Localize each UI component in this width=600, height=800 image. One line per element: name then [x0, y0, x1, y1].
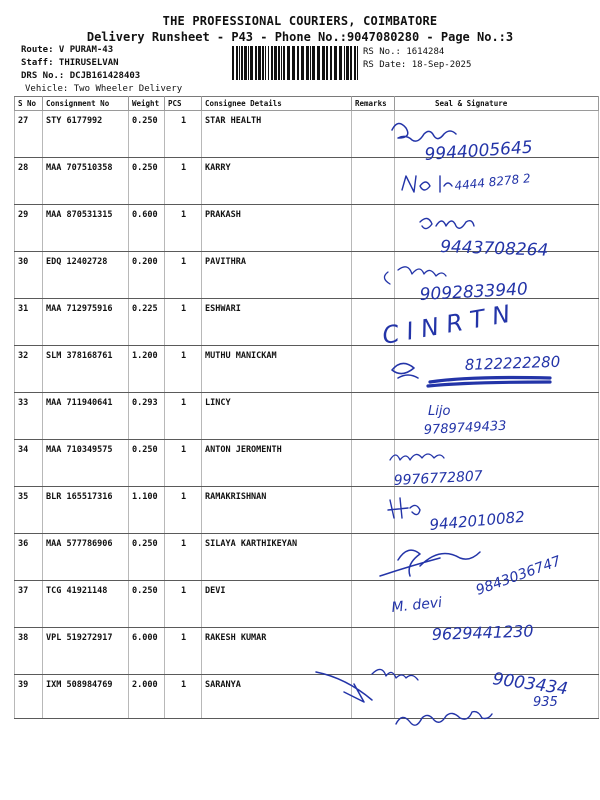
table-row: [15, 346, 599, 393]
cell-signature: [395, 158, 599, 205]
cell-signature: [395, 628, 599, 675]
cell-consignee: ESHWARI: [202, 299, 352, 346]
cell-remarks: [352, 205, 395, 252]
col-consignee-header: Consignee Details: [202, 97, 352, 111]
table-row: [15, 393, 599, 440]
cell-consignment: MAA 711940641: [43, 393, 129, 440]
cell-pcs: 1: [165, 675, 202, 719]
signature-handwriting: 9442010082: [428, 507, 526, 534]
cell-pcs: 1: [165, 205, 202, 252]
table-row: [15, 205, 599, 252]
cell-weight: 0.200: [129, 252, 165, 299]
cell-sno: 38: [15, 628, 43, 675]
cell-remarks: [352, 346, 395, 393]
cell-consignee: PRAKASH: [202, 205, 352, 252]
cell-signature: [395, 111, 599, 158]
table-row: [15, 440, 599, 487]
cell-signature: [395, 675, 599, 719]
signature-handwriting: 9003434: [491, 669, 570, 700]
cell-pcs: 1: [165, 158, 202, 205]
cell-consignment: MAA 577786906: [43, 534, 129, 581]
cell-sno: 27: [15, 111, 43, 158]
cell-remarks: [352, 487, 395, 534]
cell-remarks: [352, 581, 395, 628]
table-row: [15, 628, 599, 675]
col-sno-header: S No: [15, 97, 43, 111]
runsheet-table: [14, 96, 599, 719]
cell-remarks: [352, 534, 395, 581]
cell-pcs: 1: [165, 346, 202, 393]
cell-consignment: TCG 41921148: [43, 581, 129, 628]
cell-pcs: 1: [165, 581, 202, 628]
col-weight-header: Weight: [129, 97, 165, 111]
cell-remarks: [352, 440, 395, 487]
cell-weight: 0.250: [129, 158, 165, 205]
signature-handwriting: 8122222280: [464, 352, 561, 374]
table-row: [15, 487, 599, 534]
table-row: [15, 111, 599, 158]
cell-sno: 39: [15, 675, 43, 719]
cell-weight: 0.293: [129, 393, 165, 440]
cell-signature: [395, 346, 599, 393]
table-row: [15, 252, 599, 299]
signature-handwriting: 9976772807: [393, 468, 484, 489]
cell-consignee: KARRY: [202, 158, 352, 205]
cell-consignee: RAKESH KUMAR: [202, 628, 352, 675]
cell-pcs: 1: [165, 628, 202, 675]
cell-weight: 0.250: [129, 534, 165, 581]
cell-signature: [395, 252, 599, 299]
cell-remarks: [352, 628, 395, 675]
cell-signature: [395, 299, 599, 346]
cell-consignment: EDQ 12402728: [43, 252, 129, 299]
cell-consignee: SILAYA KARTHIKEYAN: [202, 534, 352, 581]
signature-handwriting: 9092833940: [419, 279, 529, 305]
cell-consignment: VPL 519272917: [43, 628, 129, 675]
cell-sno: 33: [15, 393, 43, 440]
cell-remarks: [352, 111, 395, 158]
cell-sno: 37: [15, 581, 43, 628]
cell-consignee: PAVITHRA: [202, 252, 352, 299]
col-remarks-header: Remarks: [352, 97, 395, 111]
cell-sno: 30: [15, 252, 43, 299]
signature-handwriting: Lijo: [428, 404, 451, 419]
cell-pcs: 1: [165, 534, 202, 581]
cell-weight: 0.250: [129, 581, 165, 628]
col-pcs-header: PCS: [165, 97, 202, 111]
cell-pcs: 1: [165, 440, 202, 487]
signature-handwriting: 9944005645: [423, 137, 534, 165]
vehicle-label: Vehicle: Two Wheeler Delivery: [25, 84, 183, 94]
cell-weight: 1.100: [129, 487, 165, 534]
cell-sno: 28: [15, 158, 43, 205]
cell-consignment: MAA 712975916: [43, 299, 129, 346]
cell-weight: 0.600: [129, 205, 165, 252]
cell-consignment: MAA 870531315: [43, 205, 129, 252]
cell-consignee: LINCY: [202, 393, 352, 440]
route-label: Route: V PURAM-43: [21, 45, 114, 55]
table-row: [15, 299, 599, 346]
cell-signature: [395, 205, 599, 252]
cell-sno: 35: [15, 487, 43, 534]
rs-date: RS Date: 18-Sep-2025: [363, 60, 472, 70]
drs-number: DRS No.: DCJB161428403: [21, 71, 141, 81]
cell-remarks: [352, 675, 395, 719]
cell-consignment: MAA 710349575: [43, 440, 129, 487]
cell-consignee: ANTON JEROMENTH: [202, 440, 352, 487]
signature-handwriting: 935: [533, 695, 558, 710]
cell-signature: [395, 440, 599, 487]
cell-pcs: 1: [165, 299, 202, 346]
table-row: [15, 581, 599, 628]
signature-handwriting: 9843036747: [473, 553, 564, 599]
cell-consignment: MAA 707510358: [43, 158, 129, 205]
cell-consignment: BLR 165517316: [43, 487, 129, 534]
signature-handwriting: 9443708264: [439, 237, 549, 261]
rs-number: RS No.: 1614284: [363, 47, 445, 57]
cell-signature: [395, 487, 599, 534]
cell-remarks: [352, 393, 395, 440]
company-title: THE PROFESSIONAL COURIERS, COIMBATORE: [162, 14, 438, 28]
cell-remarks: [352, 299, 395, 346]
signature-handwriting: 9629441230: [431, 621, 534, 644]
cell-consignee: SARANYA: [202, 675, 352, 719]
cell-consignment: STY 6177992: [43, 111, 129, 158]
cell-weight: 0.250: [129, 111, 165, 158]
cell-weight: 2.000: [129, 675, 165, 719]
cell-sno: 36: [15, 534, 43, 581]
cell-consignee: MUTHU MANICKAM: [202, 346, 352, 393]
cell-consignment: IXM 508984769: [43, 675, 129, 719]
cell-weight: 6.000: [129, 628, 165, 675]
cell-pcs: 1: [165, 487, 202, 534]
table-row: [15, 534, 599, 581]
cell-consignment: SLM 378168761: [43, 346, 129, 393]
col-consignment-header: Consignment No: [43, 97, 129, 111]
table-header-row: [15, 97, 599, 111]
table-row: [15, 675, 599, 719]
cell-remarks: [352, 158, 395, 205]
cell-weight: 0.250: [129, 440, 165, 487]
cell-remarks: [352, 252, 395, 299]
cell-sno: 34: [15, 440, 43, 487]
cell-signature: [395, 534, 599, 581]
cell-sno: 29: [15, 205, 43, 252]
table-row: [15, 158, 599, 205]
signature-handwriting: 9789749433: [423, 418, 507, 438]
cell-signature: [395, 393, 599, 440]
staff-label: Staff: THIRUSELVAN: [21, 58, 119, 68]
signature-handwriting: M. devi: [390, 594, 443, 616]
col-seal-header: Seal & Signature: [395, 97, 599, 111]
cell-sno: 32: [15, 346, 43, 393]
cell-weight: 1.200: [129, 346, 165, 393]
cell-consignee: RAMAKRISHNAN: [202, 487, 352, 534]
signature-handwriting: 4444 8278 2: [453, 171, 532, 193]
runsheet-subtitle: Delivery Runsheet - P43 - Phone No.:9047080280 - Page No.:3: [86, 30, 514, 44]
cell-consignee: STAR HEALTH: [202, 111, 352, 158]
cell-weight: 0.225: [129, 299, 165, 346]
cell-sno: 31: [15, 299, 43, 346]
cell-consignee: DEVI: [202, 581, 352, 628]
cell-pcs: 1: [165, 111, 202, 158]
barcode-image: [232, 46, 359, 80]
cell-signature: [395, 581, 599, 628]
cell-pcs: 1: [165, 252, 202, 299]
signature-handwriting: C I N R T N: [380, 299, 513, 350]
cell-pcs: 1: [165, 393, 202, 440]
